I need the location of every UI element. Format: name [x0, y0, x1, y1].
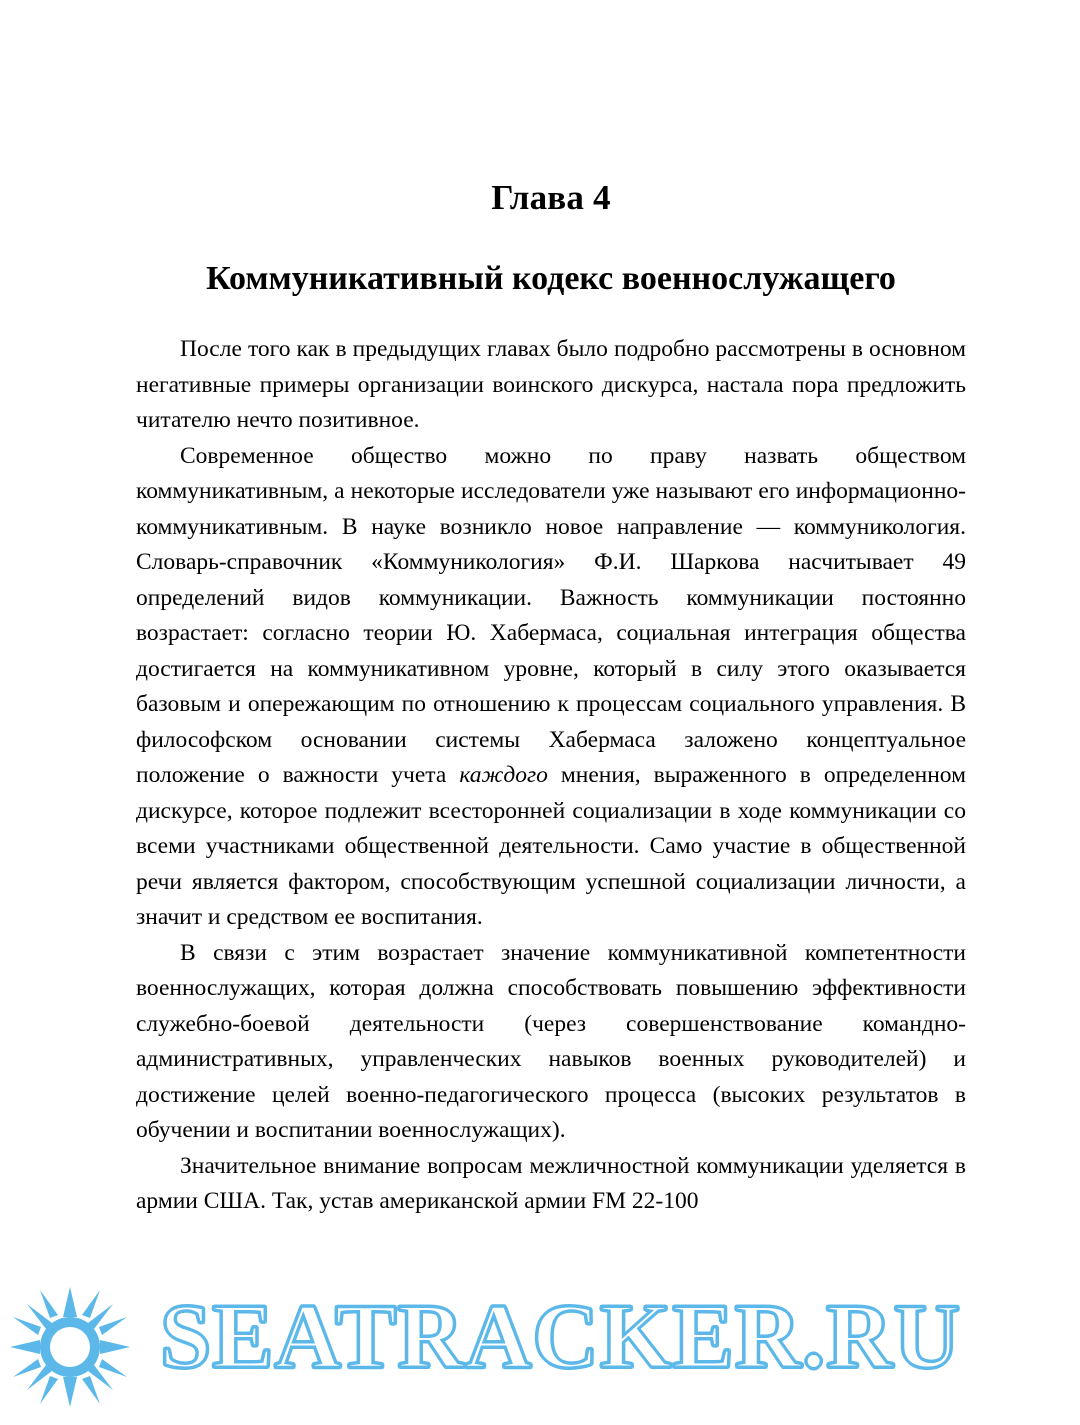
page-content: [136, 0, 966, 1220]
paragraph-text-part-1: Современное общество можно по праву назвать обществом коммуникативным, а некоторые исследователи уже называют его информационно-коммуникативным. В науке возникло новое направление — коммуникология. Словарь-справочник «Коммуникология» Ф.И. Шаркова насчитывает 49 определений видов коммуникации. Важность коммуникации постоянно возрастает: согласно теории Ю. Хабермаса, социальная интеграция общества достигается на коммуникативном уровне, который в силу этого оказывается базовым и опережающим по отношению к процессам социального управления. В философском основании системы Хабермаса заложено концептуальное положение о важности учета: [136, 442, 966, 789]
paragraph: После того как в предыдущих главах было подробно рассмотрены в основном негативные примеры организации воинского дискурса, настала пора предложить читателю нечто позитивное.: [136, 336, 966, 434]
paragraph: В связи с этим возрастает значение коммуникативной компетентности военнослужащих, которая должна способствовать повышению эффективности служебно-боевой деятельности (через совершенствование командно-административных, управленческих навыков военных руководителей) и достижение целей военно-педагогического процесса (высоких результатов в обучении и воспитании военнослужащих).: [136, 939, 966, 1144]
watermark-text: SEATRACKER.RU: [160, 1285, 962, 1387]
chapter-number: Глава 4: [491, 178, 611, 217]
emphasized-word: каждого: [459, 762, 548, 789]
watermark: [0, 1275, 1080, 1425]
page-title: Коммуникативный кодекс военнослужащего: [206, 260, 896, 297]
paragraph: [136, 439, 966, 936]
body-text: [136, 306, 966, 1220]
paragraph: Значительное внимание вопросам межличностной коммуникации уделяется в армии США. Так, устав американской армии FM 22-100: [136, 1152, 966, 1215]
sun-burst-icon: [10, 1287, 130, 1407]
paragraph-text-part-2: мнения, выраженного в определенном дискурсе, которое подлежит всесторонней социализации в ходе коммуникации со всеми участниками общественной деятельности. Само участие в общественной речи является фактором, способствующим успешной социализации личности, а значит и средством ее воспитания.: [136, 762, 966, 931]
